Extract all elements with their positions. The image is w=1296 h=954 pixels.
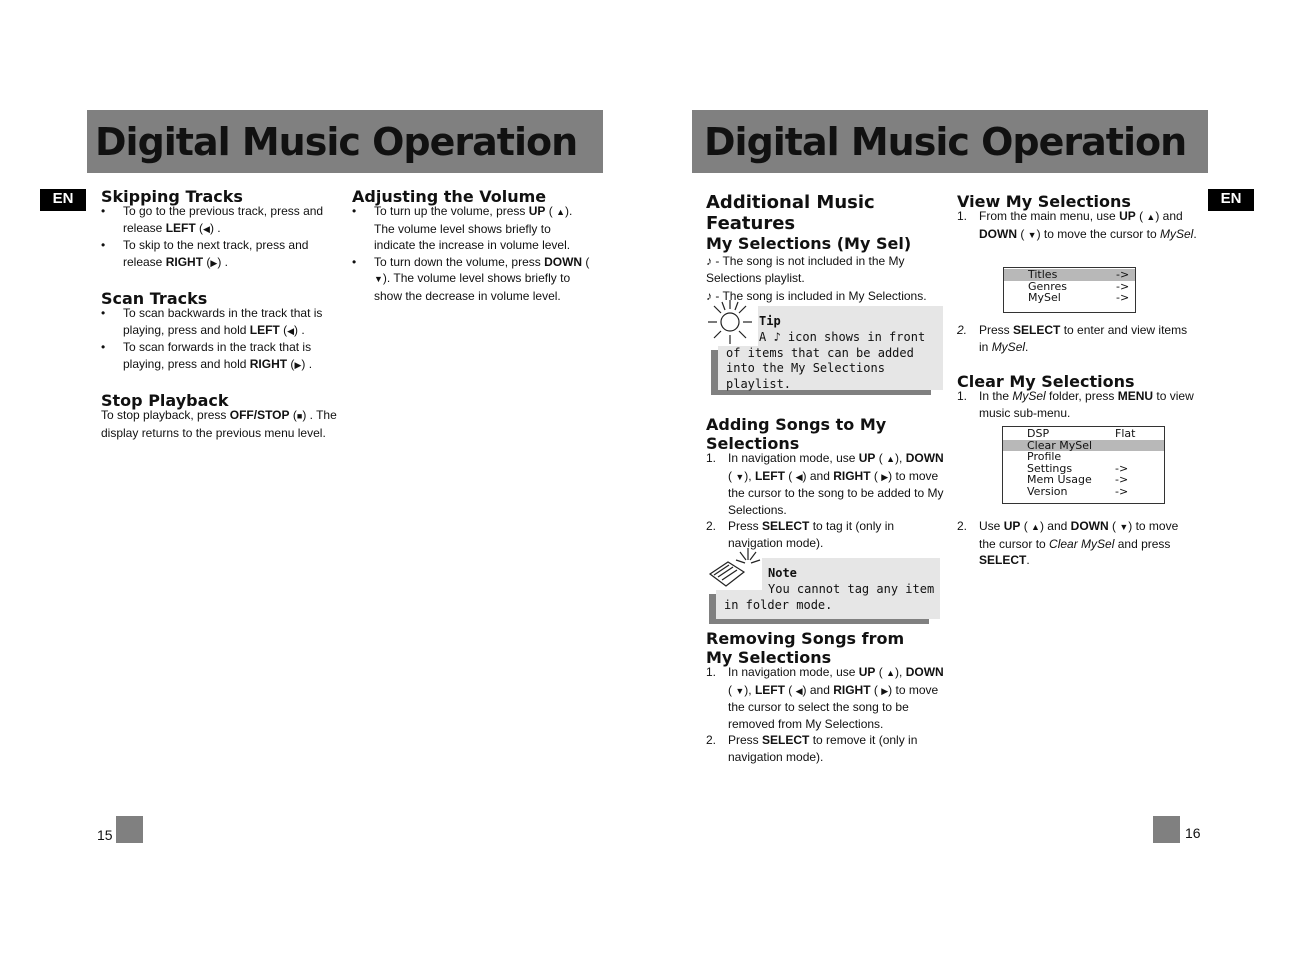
list-item: • To turn up the volume, press UP ( ▲). The volume level shows briefly to indicate the increase in volume level. — [352, 203, 590, 254]
page-marker — [1153, 816, 1180, 843]
menu-row[interactable]: Version -> — [1027, 484, 1129, 498]
removing-songs-section — [706, 629, 946, 765]
up-arrow-icon: ▲ — [886, 668, 896, 678]
note-text: You cannot tag any item in folder mode. — [724, 582, 935, 612]
page-marker — [116, 816, 143, 843]
left-column-2 — [352, 187, 590, 304]
list-item: 2. Use UP ( ▲) and DOWN ( ▼) to move the cursor to Clear MySel and press SELECT. — [957, 519, 1179, 567]
section-heading: Stop Playback — [101, 391, 229, 410]
down-arrow-icon: ▼ — [374, 274, 383, 284]
paragraph: ♪ - The song is not included in the My Selections playlist. — [706, 254, 905, 285]
stop-icon: ■ — [296, 411, 303, 421]
section-heading: View My Selections — [957, 192, 1131, 211]
down-arrow-icon: ▼ — [1119, 522, 1129, 532]
left-arrow-icon: ◀ — [287, 325, 295, 336]
left-banner — [87, 110, 603, 173]
page-title: Digital Music Operation — [95, 120, 578, 164]
menu-row[interactable]: Mem Usage -> — [1027, 473, 1129, 486]
language-badge: EN — [1208, 189, 1254, 211]
right-banner — [692, 110, 1208, 173]
section-heading: Skipping Tracks — [101, 187, 243, 206]
page-title: Digital Music Operation — [704, 120, 1187, 164]
tip-box — [718, 306, 943, 390]
music-note-icon: ♪ — [773, 330, 781, 344]
down-arrow-icon: ▼ — [735, 685, 745, 696]
list-item: • To turn down the volume, press DOWN ( ▼). The volume level shows briefly to show the decrease in volume level. — [352, 254, 590, 305]
mysel-menu-screen — [1003, 267, 1136, 313]
left-arrow-icon: ◀ — [795, 471, 803, 482]
list-item: • To scan forwards in the track that is playing, press and hold RIGHT (▶) . — [101, 339, 337, 373]
section-heading: Clear My Selections — [957, 372, 1135, 391]
list-item: 1. In navigation mode, use UP ( ▲), DOWN ( ▼), LEFT ( ◀) and RIGHT ( ▶) to move the cursor to the song to be added to My Selections. — [706, 451, 944, 517]
paragraph: ♪ - The song is included in My Selections. — [706, 289, 927, 303]
right-arrow-icon: ▶ — [881, 471, 889, 482]
music-note-icon: ♪ — [706, 289, 712, 303]
paragraph: To stop playback, press OFF/STOP (■) . The display returns to the previous menu level. — [101, 408, 337, 440]
section-heading: Scan Tracks — [101, 289, 208, 308]
music-submenu-screen — [1002, 426, 1165, 504]
up-arrow-icon: ▲ — [556, 207, 566, 217]
left-arrow-icon: ◀ — [203, 223, 210, 234]
section-subheading: My Selections (My Sel) — [706, 234, 912, 253]
right-column-1 — [706, 192, 946, 305]
list-item: • To go to the previous track, press and release LEFT (◀) . — [101, 203, 337, 237]
right-arrow-icon: ▶ — [210, 257, 218, 268]
music-note-outline-icon: ♪ — [706, 254, 712, 268]
list-item: 2. Press SELECT to remove it (only in navigation mode). — [706, 733, 918, 764]
list-item: 2. Press SELECT to tag it (only in navigation mode). — [706, 519, 895, 550]
down-arrow-icon: ▼ — [1027, 229, 1037, 240]
menu-row[interactable]: DSP Flat — [1027, 427, 1136, 440]
tip-label: Tip — [759, 314, 781, 328]
list-item: • To skip to the next track, press and release RIGHT (▶) . — [101, 237, 337, 271]
tip-text: A ♪ icon shows in front of items that can be added into the My Selections playlist. — [726, 330, 926, 391]
note-label: Note — [768, 566, 797, 580]
menu-row[interactable]: Clear MySel — [1003, 440, 1164, 452]
menu-row[interactable]: Titles -> — [1004, 269, 1135, 281]
right-column-2 — [957, 192, 1197, 243]
section-heading: Adding Songs to My Selections — [706, 415, 887, 453]
section-heading: Adjusting the Volume — [352, 187, 547, 206]
up-arrow-icon: ▲ — [886, 454, 896, 464]
menu-row[interactable]: Genres -> — [1028, 279, 1130, 293]
note-box — [716, 558, 940, 619]
down-arrow-icon: ▼ — [735, 471, 745, 482]
section-heading: Additional Music Features — [706, 192, 875, 234]
up-arrow-icon: ▲ — [1031, 522, 1040, 532]
clear-section — [957, 372, 1197, 421]
menu-row[interactable]: Profile — [1027, 450, 1062, 463]
left-column-1 — [101, 187, 337, 441]
left-arrow-icon: ◀ — [795, 685, 803, 696]
list-item: 1. In navigation mode, use UP ( ▲), DOWN ( ▼), LEFT ( ◀) and RIGHT ( ▶) to move the cursor to select the song to be removed from My Selections. — [706, 665, 944, 731]
list-item: 1. From the main menu, use UP ( ▲) and DOWN ( ▼) to move the cursor to MySel. — [957, 209, 1197, 241]
view-step-2 — [957, 322, 1197, 355]
clear-step-2 — [957, 518, 1197, 569]
page-number: 15 — [97, 827, 113, 843]
page-number: 16 — [1185, 825, 1201, 841]
list-item: 2. Press SELECT to enter and view items in MySel. — [957, 323, 1188, 354]
list-item: • To scan backwards in the track that is playing, press and hold LEFT (◀) . — [101, 305, 337, 339]
right-arrow-icon: ▶ — [881, 685, 889, 696]
right-arrow-icon: ▶ — [294, 359, 302, 370]
language-badge: EN — [40, 189, 86, 211]
adding-songs-section — [706, 415, 946, 551]
list-item: 1. In the MySel folder, press MENU to view music sub-menu. — [957, 389, 1194, 420]
section-heading: Removing Songs from My Selections — [706, 629, 905, 667]
up-arrow-icon: ▲ — [1146, 212, 1156, 222]
menu-row[interactable]: Settings -> — [1027, 461, 1129, 475]
menu-row[interactable]: MySel -> — [1028, 291, 1130, 304]
